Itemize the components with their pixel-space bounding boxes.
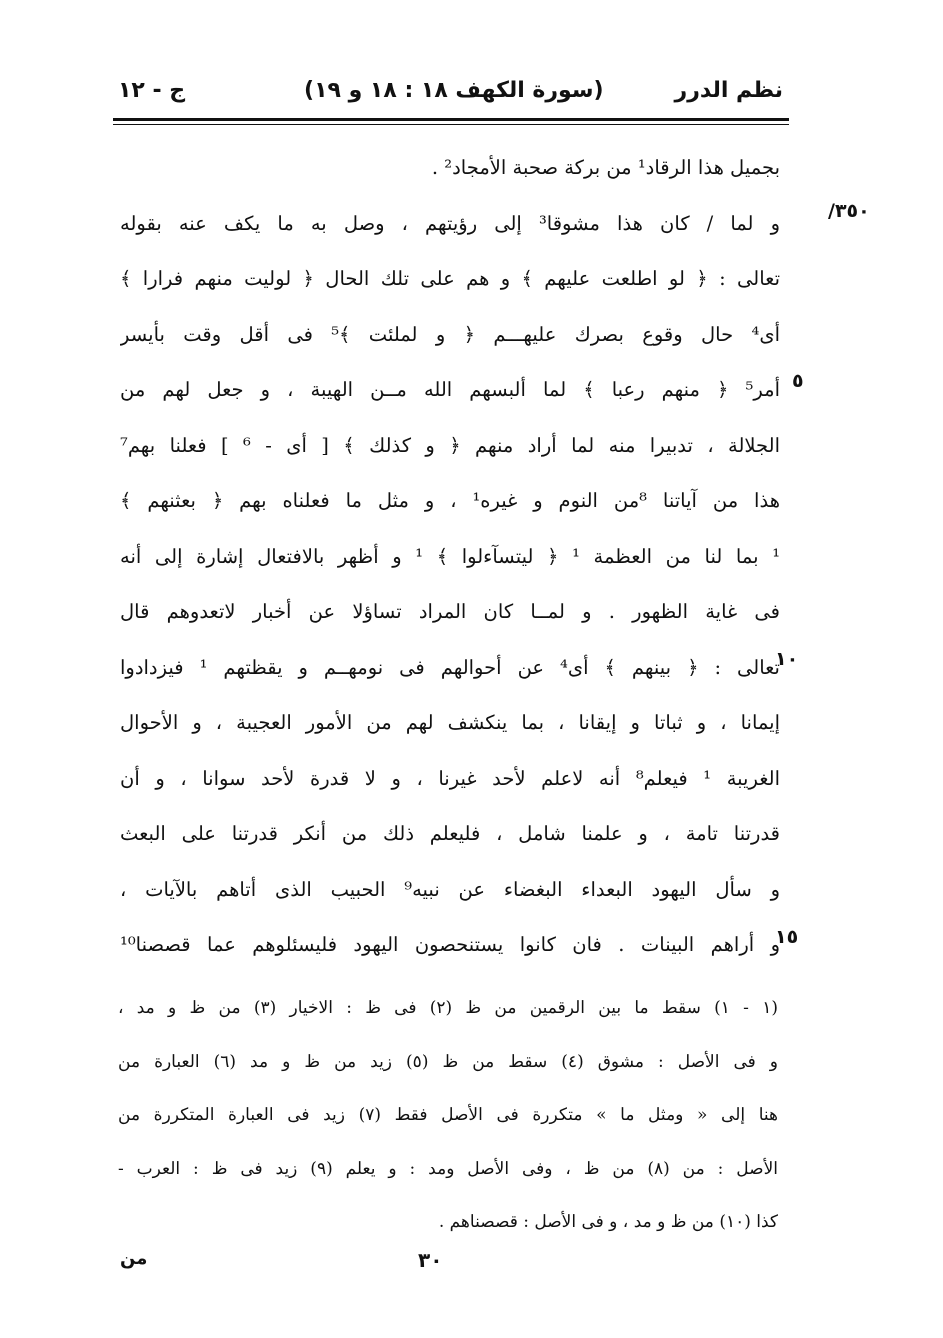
- header-rule-thick: [113, 118, 789, 121]
- text-line: ¹ بما لنا من العظمة ¹ ﴿ ليتسآءلوا ﴾ ¹ و أظهر بالافتعال إشارة إلى أنه: [120, 544, 780, 568]
- book-title: نظم الدرر: [674, 78, 783, 103]
- line-number-15: ١٥: [775, 926, 799, 948]
- text-line: أمر⁵ ﴿ منهم رعبا ﴾ لما ألبسهم الله مــن الهيبة ، و جعل لهم من: [120, 378, 780, 401]
- page-number: ٣٠: [418, 1248, 443, 1272]
- manuscript-page-ref: /٣٥٠: [828, 200, 870, 222]
- text-line: و سأل اليهود البعداء البغضاء عن نبيه⁹ الحبيب الذى أتاهم بالآيات ،: [120, 877, 780, 901]
- text-line: قدرتنا تامة ، و علمنا شامل ، فليعلم ذلك من أنكر قدرتنا على البعث: [120, 822, 780, 845]
- catchword: من: [120, 1248, 148, 1269]
- footnote-line: و فى الأصل : مشوق (٤) سقط من ظ (٥) زيد من ظ و مد (٦) العبارة من: [118, 1051, 778, 1072]
- footnote-line: الأصل : من (٨) من ظ ، وفى الأصل ومد : و يعلم (٩) زيد فى ظ : العرب -: [118, 1158, 778, 1179]
- text-line: الجلالة ، تدبيرا منه لما أراد منهم ﴿ و كذلك ﴾ [ أى - ⁶ ] فعلنا بهم⁷: [120, 433, 780, 457]
- text-line: الغريبة ¹ فيعلم⁸ أنه لاعلم لأحد غيرنا ، و لا قدرة لأحد سوانا ، و أن: [120, 766, 780, 790]
- text-line: أى⁴ حال وقوع بصرك عليهـــم ﴿ و لملئت ﴾⁵ فى أقل وقت بأيسر: [120, 322, 780, 346]
- running-header: [118, 72, 783, 116]
- text-line: و أراهم البينات . فان كانوا يستنحصون اليهود فليسئلوهم عما قصصنا¹⁰: [120, 933, 780, 956]
- text-line: بجميل هذا الرقاد¹ من بركة صحبة الأمجاد² .: [431, 156, 780, 179]
- text-line: هذا من آياتنا ⁸من النوم و غيره¹ ، و مثل ما فعلناه بهم ﴿ بعثنهم ﴾: [120, 489, 780, 512]
- footnotes: [118, 982, 778, 1250]
- line-number-10: ١٠: [775, 648, 799, 670]
- line-number-5: ٥: [792, 370, 804, 392]
- footnote-line: كذا (١٠) من ظ و مد ، و فى الأصل : قصصناهم .: [438, 1212, 778, 1232]
- volume-number: ج - ١٢: [118, 78, 186, 103]
- footnote-line: (١ - ١) سقط ما بين الرقمين من ظ (٢) فى ظ : الاخيار (٣) من ظ و مد ،: [118, 998, 778, 1018]
- footnote-line: هنا إلى « ومثل ما » متكررة فى الأصل فقط (٧) زيد فى العبارة المتكررة من: [118, 1105, 778, 1125]
- header-rule-thin: [113, 124, 789, 125]
- text-line: إيمانا ، و ثباتا و إيقانا ، بما ينكشف لهم من الأمور العجيبة ، و الأحوال: [120, 711, 780, 734]
- text-line: و لما / كان هذا مشوقا³ إلى رؤيتهم ، وصل به ما يكف عنه بقوله: [120, 211, 780, 235]
- main-text: [120, 140, 780, 973]
- text-line: تعالى : ﴿ لو اطلعت عليهم ﴾ و هم على تلك الحال ﴿ لوليت منهم فرارا ﴾: [120, 267, 780, 290]
- text-line: فى غاية الظهور . و لمــا كان المراد تساؤلا عن أخبار لاتعدوهم قال: [120, 600, 780, 623]
- surah-reference: (سورة الكهف ١٨ : ١٨ و ١٩): [304, 78, 604, 103]
- text-line: تعالى : ﴿ بينهم ﴾ أى⁴ عن أحوالهم فى نومهــم و يقظتهم ¹ فيزدادوا: [120, 655, 780, 679]
